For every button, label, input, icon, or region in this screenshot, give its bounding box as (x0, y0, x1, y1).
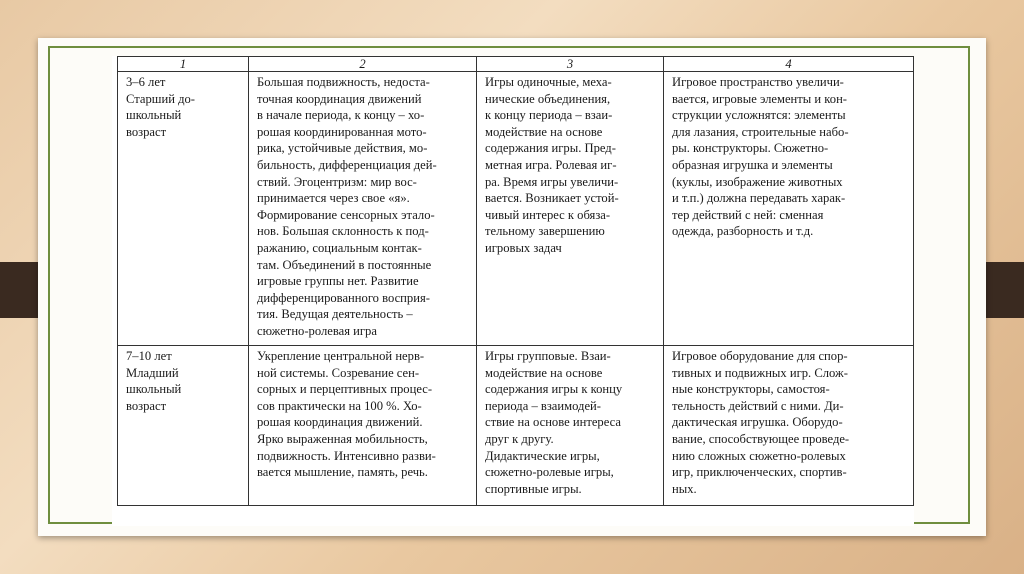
table-cell-environment (664, 346, 914, 506)
cell-text-line: метная игра. Ролевая иг- (485, 157, 617, 172)
cell-text-line: дифференцированного восприя- (257, 290, 430, 305)
cell-text-line: к концу периода – взаи- (485, 108, 613, 123)
cell-text-line: вается, игровые элементы и кон- (672, 91, 848, 106)
cell-text-line: периода – взаимодей- (485, 398, 601, 413)
cell-text-line: вание, способствующее проведе- (672, 431, 850, 446)
cell-text-line: содержания игры к концу (485, 382, 623, 397)
cell-text-line: и т.п.) должна передавать харак- (672, 191, 846, 206)
development-table (117, 56, 914, 506)
table-cell-play (477, 72, 664, 346)
cell-text-line: одежда, разборность и т.д. (672, 224, 814, 239)
cell-text-line: ной системы. Созревание сен- (257, 365, 420, 380)
cell-text-line: Дидактические игры, (485, 448, 600, 463)
cell-text-line: тельному завершению (485, 224, 605, 239)
cell-text-line: вается. Возникает устой- (485, 191, 619, 206)
cell-text-line: возраст (126, 398, 167, 413)
cell-text-line: (куклы, изображение животных (672, 174, 843, 189)
cell-text-line: подвижность. Интенсивно разви- (257, 448, 436, 463)
cell-text-line: 3–6 лет (126, 75, 166, 89)
cell-text-line: школьный (126, 108, 182, 123)
cell-text-line: принимается через свое «я». (257, 191, 410, 206)
cell-text-line: спортивные игры. (485, 481, 582, 496)
cell-text-line: там. Объединений в постоянные (257, 257, 432, 272)
table-cell-environment (664, 72, 914, 346)
cell-text-line: рошая координированная мото- (257, 124, 427, 139)
cell-text-line: Старший до- (126, 91, 196, 106)
cell-text-line: образная игрушка и элементы (672, 157, 833, 172)
cell-text-line: модействие на основе (485, 365, 603, 380)
cell-text-line: Игровое пространство увеличи- (672, 75, 844, 89)
table-cell-development (249, 346, 477, 506)
cell-text-line: Младший (126, 365, 179, 380)
cell-text-line: бильность, дифференциация дей- (257, 157, 437, 172)
column-header: 1 (118, 57, 249, 72)
cell-text-line: ных. (672, 481, 697, 496)
cell-text-line: Формирование сенсорных этало- (257, 207, 435, 222)
cell-text-line: дактическая игрушка. Оборудо- (672, 415, 843, 430)
cell-text-line: ры. конструкторы. Сюжетно- (672, 141, 829, 156)
cell-text-line: игр, приключенческих, спортив- (672, 465, 847, 480)
column-header: 2 (249, 57, 477, 72)
cell-text-line: сюжетно-ролевая игра (257, 323, 377, 338)
cell-text-line: возраст (126, 124, 167, 139)
column-header: 4 (664, 57, 914, 72)
cell-text-line: Укрепление центральной нерв- (257, 349, 425, 363)
cell-text-line: для лазания, строительные набо- (672, 124, 849, 139)
cell-text-line: игровые группы нет. Развитие (257, 274, 419, 289)
table-cell-age (118, 346, 249, 506)
cell-text-line: Ярко выраженная мобильность, (257, 431, 428, 446)
cell-text-line: рика, устойчивые действия, мо- (257, 141, 428, 156)
cell-text-line: в начале периода, к концу – хо- (257, 108, 425, 123)
cell-text-line: рошая координация движений. (257, 415, 423, 430)
cell-text-line: ные конструкторы, самостоя- (672, 382, 830, 397)
cell-text-line: содержания игры. Пред- (485, 141, 616, 156)
cell-text-line: точная координация движений (257, 91, 422, 106)
slide (38, 38, 986, 536)
cell-text-line: тия. Ведущая деятельность – (257, 307, 413, 322)
cell-text-line: друг к другу. (485, 431, 554, 446)
table-header-row (118, 57, 914, 72)
column-header: 3 (477, 57, 664, 72)
cell-text-line: модействие на основе (485, 124, 603, 139)
cell-text-line: нию сложных сюжетно-ролевых (672, 448, 846, 463)
cell-text-line: ражанию, социальным контак- (257, 240, 422, 255)
cell-text-line: Игры одиночные, меха- (485, 75, 612, 89)
table-cell-development (249, 72, 477, 346)
cell-text-line: вается мышление, память, речь. (257, 465, 428, 480)
cell-text-line: тельность действий с ними. Ди- (672, 398, 844, 413)
cell-text-line: Игровое оборудование для спор- (672, 349, 848, 363)
cell-text-line: школьный (126, 382, 182, 397)
cell-text-line: чивый интерес к обяза- (485, 207, 611, 222)
table-row (118, 72, 914, 346)
cell-text-line: нические объединения, (485, 91, 611, 106)
cell-text-line: 7–10 лет (126, 349, 172, 363)
cell-text-line: сюжетно-ролевые игры, (485, 465, 614, 480)
cell-text-line: сорных и перцептивных процес- (257, 382, 433, 397)
table-cell-play (477, 346, 664, 506)
document-page (112, 56, 914, 526)
cell-text-line: Большая подвижность, недоста- (257, 75, 430, 89)
cell-text-line: тивных и подвижных игр. Слож- (672, 365, 848, 380)
cell-text-line: ствий. Эгоцентризм: мир вос- (257, 174, 417, 189)
cell-text-line: Игры групповые. Взаи- (485, 349, 611, 363)
cell-text-line: тер действий с ней: сменная (672, 207, 824, 222)
cell-text-line: нов. Большая склонность к под- (257, 224, 429, 239)
table-cell-age (118, 72, 249, 346)
cell-text-line: ствие на основе интереса (485, 415, 621, 430)
cell-text-line: ра. Время игры увеличи- (485, 174, 619, 189)
table-row (118, 346, 914, 506)
cell-text-line: струкции усложнятся: элементы (672, 108, 846, 123)
cell-text-line: сов практически на 100 %. Хо- (257, 398, 422, 413)
cell-text-line: игровых задач (485, 240, 562, 255)
